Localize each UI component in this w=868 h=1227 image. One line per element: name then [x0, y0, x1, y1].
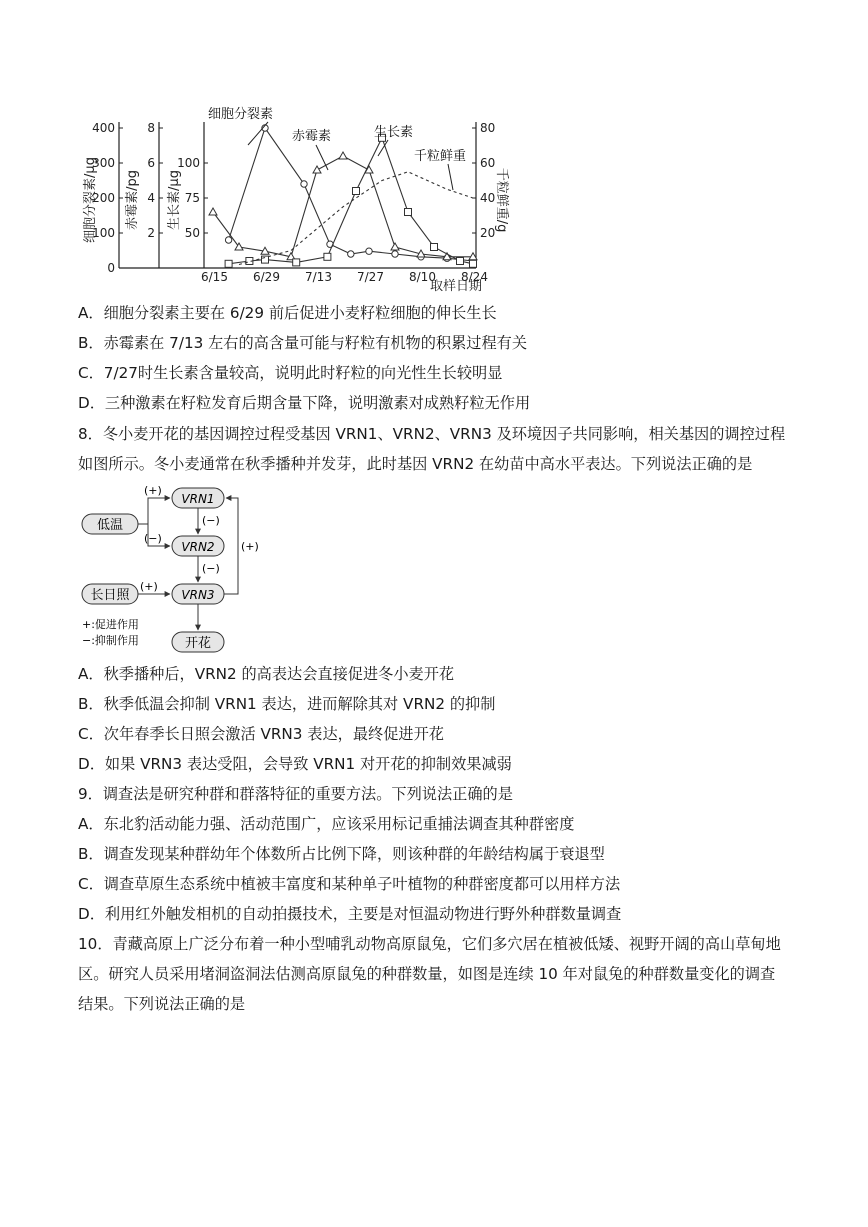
node-low-temp — [82, 514, 138, 534]
x-tick-4: 8/10 — [409, 270, 436, 284]
point-2-0 — [225, 260, 232, 267]
x-tick-0: 6/15 — [201, 270, 228, 284]
axis-label-weight: 千粒鲜重/g — [494, 167, 509, 233]
x-axis-label: 取样日期 — [430, 279, 483, 294]
point-2-8 — [431, 244, 438, 251]
sign-plus-lowtemp-vrn1: (+) — [144, 484, 162, 497]
svg-text:长日照: 长日照 — [90, 588, 130, 603]
point-2-4 — [324, 253, 331, 260]
left-tick-1-3: 8 — [147, 121, 155, 135]
left-tick-1-1: 4 — [147, 191, 155, 205]
q9-option-b: B．调查发现某种群幼年个体数所占比例下降，则该种群的年龄结构属于衰退型 — [78, 845, 605, 863]
x-tick-5: 8/24 — [461, 270, 488, 284]
right-tick-3: 80 — [480, 121, 496, 135]
q8-option-b: B．秋季低温会抑制 VRN1 表达，进而解除其对 VRN2 的抑制 — [78, 695, 496, 713]
left-tick-0-1: 100 — [92, 226, 115, 240]
q7-option-b: B．赤霉素在 7/13 左右的高含量可能与籽粒有机物的积累过程有关 — [78, 334, 528, 352]
svg-text:VRN1: VRN1 — [181, 492, 215, 506]
sign-minus-lowtemp-vrn2: (−) — [144, 532, 162, 545]
series-label-auxin: 生长素 — [374, 125, 414, 140]
q9-option-c: C．调查草原生态系统中植被丰富度和某种单子叶植物的种群密度都可以用样方法 — [78, 875, 621, 893]
right-tick-1: 40 — [480, 191, 496, 205]
point-2-3 — [293, 259, 300, 266]
legend-minus: −:抑制作用 — [82, 634, 139, 647]
left-tick-2-1: 75 — [184, 191, 200, 205]
node-vrn3 — [172, 584, 224, 604]
q8-option-a: A．秋季播种后，VRN2 的高表达会直接促进冬小麦开花 — [78, 665, 455, 683]
node-long-day — [82, 584, 138, 604]
q9-stem: 9．调查法是研究种群和群落特征的重要方法。下列说法正确的是 — [78, 785, 513, 803]
left-tick-0-3: 300 — [92, 156, 115, 170]
point-0-2 — [301, 181, 307, 187]
point-2-10 — [470, 260, 477, 267]
right-tick-2: 60 — [480, 156, 496, 170]
q8-option-c: C．次年春季长日照会激活 VRN3 表达，最终促进开花 — [78, 725, 444, 743]
left-tick-1-2: 6 — [147, 156, 155, 170]
left-tick-0-0: 0 — [107, 261, 115, 275]
sign-minus-vrn2-vrn3: (−) — [202, 562, 220, 575]
series-label-gibberellin: 赤霉素 — [292, 129, 332, 144]
q10-stem-line-1: 10．青藏高原上广泛分布着一种小型哺乳动物高原鼠兔，它们多穴居在植被低矮、视野开阔的高山草甸地 — [78, 935, 781, 953]
axis-label-gibberellin: 赤霉素/pg — [125, 170, 140, 230]
sign-plus-vrn3-vrn1: (+) — [241, 540, 259, 553]
svg-text:VRN2: VRN2 — [181, 540, 215, 554]
series-label-weight: 千粒鲜重 — [414, 149, 467, 164]
series-line-0 — [229, 128, 473, 261]
sign-minus-vrn1-vrn2: (−) — [202, 514, 220, 527]
svg-text:开花: 开花 — [184, 636, 212, 651]
series-label-cytokinin: 细胞分裂素 — [208, 107, 274, 122]
node-vrn2 — [172, 536, 224, 556]
x-tick-3: 7/27 — [357, 270, 384, 284]
svg-text:低温: 低温 — [96, 518, 124, 533]
q8-stem-line-2: 如图所示。冬小麦通常在秋季播种并发芽，此时基因 VRN2 在幼苗中高水平表达。下列说法正确的是 — [78, 455, 753, 473]
point-1-4 — [313, 166, 321, 173]
sign-plus-longday-vrn3: (+) — [140, 580, 158, 593]
q8-option-d: D．如果 VRN3 表达受阻，会导致 VRN1 对开花的抑制效果减弱 — [78, 755, 512, 773]
q9-option-d: D．利用红外触发相机的自动拍摄技术，主要是对恒温动物进行野外种群数量调查 — [78, 905, 622, 923]
point-1-5 — [339, 152, 347, 159]
q10-stem-line-3: 结果。下列说法正确的是 — [78, 995, 246, 1013]
left-tick-2-2: 100 — [177, 156, 200, 170]
legend-plus: +:促进作用 — [82, 618, 139, 631]
right-tick-0: 20 — [480, 226, 496, 240]
point-0-0 — [225, 237, 231, 243]
gene-regulation-diagram — [78, 484, 258, 654]
point-0-5 — [366, 248, 372, 254]
node-vrn1 — [172, 488, 224, 508]
hormone-line-chart — [78, 100, 509, 296]
node-flower — [172, 632, 224, 652]
q7-option-d: D．三种激素在籽粒发育后期含量下降，说明激素对成熟籽粒无作用 — [78, 394, 531, 412]
series-labels — [208, 107, 466, 190]
point-2-5 — [353, 188, 360, 195]
point-0-4 — [348, 251, 354, 257]
point-1-0 — [209, 208, 217, 215]
point-0-6 — [392, 251, 398, 257]
series-layer — [209, 125, 477, 267]
q10-stem-line-2: 区。研究人员采用堵洞盗洞法估测高原鼠兔的种群数量，如图是连续 10 年对鼠兔的种群数量变化的调查 — [78, 965, 776, 983]
left-tick-0-2: 200 — [92, 191, 115, 205]
left-tick-0-4: 400 — [92, 121, 115, 135]
svg-text:VRN3: VRN3 — [181, 588, 215, 602]
point-2-7 — [405, 209, 412, 216]
point-2-9 — [457, 258, 464, 265]
axis-label-auxin: 生长素/μg — [167, 170, 182, 230]
q8-stem-line-1: 8．冬小麦开花的基因调控过程受基因 VRN1、VRN2、VRN3 及环境因子共同影响，相关基因的调控过程 — [78, 425, 786, 443]
axis-label-cytokinin: 细胞分裂素/μg — [83, 157, 98, 243]
left-tick-1-0: 2 — [147, 226, 155, 240]
q7-option-c: C．7/27时生长素含量较高，说明此时籽粒的向光性生长较明显 — [78, 364, 503, 382]
q7-option-a: A．细胞分裂素主要在 6/29 前后促进小麦籽粒细胞的伸长生长 — [78, 304, 497, 322]
point-2-2 — [262, 256, 269, 263]
left-tick-2-0: 50 — [184, 226, 200, 240]
q9-option-a: A．东北豹活动能力强、活动范围广，应该采用标记重捕法调查其种群密度 — [78, 815, 575, 833]
x-tick-2: 7/13 — [305, 270, 332, 284]
x-tick-1: 6/29 — [253, 270, 280, 284]
point-1-7 — [391, 243, 399, 250]
